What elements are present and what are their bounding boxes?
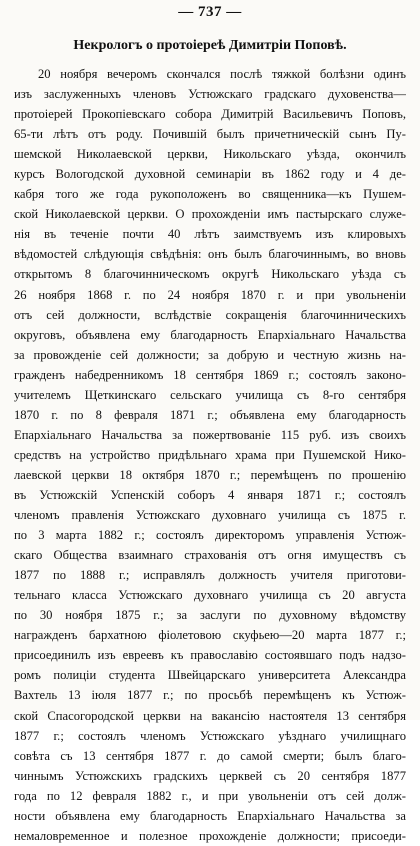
body-line: протоіерей Прокопіевскаго собора Димитрій Васильевичъ Поповъ,	[14, 107, 406, 122]
body-line: отъ сей должности, вслѣдствіе сокращенія благочинническихъ	[14, 307, 406, 322]
body-line: округовъ, объявлена ему благодарность Епархіальнаго Начальства	[14, 327, 406, 342]
body-line: совѣта съ 13 сентября 1877 г. до самой смерти; былъ благо-	[14, 748, 406, 763]
body-line: вѣдомостей слѣдующія свѣдѣнія: онъ былъ благочиннымъ, во вновь	[14, 247, 406, 262]
body-line: членомъ правленія Устюжскаго духовнаго училища съ 1875 г.	[14, 508, 406, 523]
body-line: 1877 по 1888 г.; исправлялъ должность учителя приготови-	[14, 568, 406, 583]
body-line: курсъ Вологодской духовной семинаріи въ 1862 году и 4 де-	[14, 167, 406, 182]
body-line: скаго Общества взаимнаго страхованія отъ огня имуществъ съ	[14, 548, 406, 563]
body-line: за провожденіе сей должности; за добрую и честную жизнь на-	[14, 347, 406, 362]
body-line: изъ заслуженныхъ членовъ Устюжскаго градскаго духовенства—	[14, 87, 406, 102]
body-line: 26 ноября 1868 г. по 24 ноября 1870 г. и при увольненіи	[14, 287, 406, 302]
body-line: нія въ теченіе почти 40 лѣтъ заимствуемъ изъ клировыхъ	[14, 227, 406, 242]
body-line: Епархіальнаго Начальства за пожертвованіе 115 руб. изъ своихъ	[14, 427, 406, 442]
body-line: чиннымъ Устюжскихъ градскихъ церквей съ 20 сентября 1877	[14, 768, 406, 783]
body-line: ской Спасогородской церкви на вакансію настоятеля 13 сентября	[14, 708, 406, 723]
body-line: ромъ полиціи студента Швейцарскаго университета Александра	[14, 668, 406, 683]
obituary-title: Некрологъ о протоіереѣ Димитріи Поповѣ.	[73, 38, 347, 53]
body-line: 65-ти лѣтъ отъ роду. Почившій былъ причетническій сынъ Пу-	[14, 127, 406, 142]
body-line: открытомъ 8 благочинническомъ округѣ Никольскаго уѣзда съ	[14, 267, 406, 282]
body-line: по 3 марта 1882 г.; состоялъ директоромъ управленія Устюж-	[14, 528, 406, 543]
body-line: ности объявлена ему благодарность Епархіальнаго Начальства за	[14, 808, 406, 823]
body-line: средствъ на устройство придѣльнаго храма при Пушемской Нико-	[14, 447, 406, 462]
body-line: Вахтель 13 іюля 1877 г.; по просьбѣ перемѣщенъ къ Устюж-	[14, 688, 406, 703]
body-line: присоединилъ изъ евреевъ къ православію состоявшаго подъ надзо-	[14, 648, 406, 663]
page-number: — 737 —	[178, 4, 242, 20]
body-line: ской Николаевской церкви. О прохожденіи имъ пастырскаго служе-	[14, 207, 406, 222]
body-line: 1877 г.; состоялъ членомъ Устюжскаго уѣзднаго училищнаго	[14, 728, 406, 743]
body-line: шемской Николаевской церкви, Никольскаго уѣзда, окончилъ	[14, 147, 406, 162]
body-line: немаловременное и полезное прохожденіе должности; присоеди-	[14, 828, 406, 843]
body-line: тельнаго класса Устюжскаго духовнаго училища съ 20 августа	[14, 588, 406, 603]
body-line: 1870 г. по 8 февраля 1871 г.; объявлена ему благодарность	[14, 407, 406, 422]
body-line: кабря того же года рукоположенъ во священника—къ Пушем-	[14, 187, 406, 202]
obituary-body	[14, 64, 406, 846]
body-line: по 30 ноября 1875 г.; за заслуги по духовному вѣдомству	[14, 608, 406, 623]
body-line: года по 12 февраля 1882 г., и при увольненіи отъ сей долж-	[14, 788, 406, 803]
body-line: награжденъ бархатною фіолетовою скуфьею—20 марта 1877 г.;	[14, 628, 406, 643]
body-line: лаевской церкви 18 октября 1870 г.; перемѣщенъ по прошенію	[14, 467, 406, 482]
body-line: въ Устюжскій Успенскій соборъ 4 января 1871 г.; состоялъ	[14, 487, 406, 502]
body-line: учителемъ Щеткинскаго сельскаго училища съ 8-го сентября	[14, 387, 406, 402]
body-line: 20 ноября вечеромъ скончался послѣ тяжкой болѣзни одинъ	[38, 67, 406, 81]
body-line: гражденъ набедренникомъ 18 сентября 1869 г.; состоялъ законо-	[14, 367, 406, 382]
